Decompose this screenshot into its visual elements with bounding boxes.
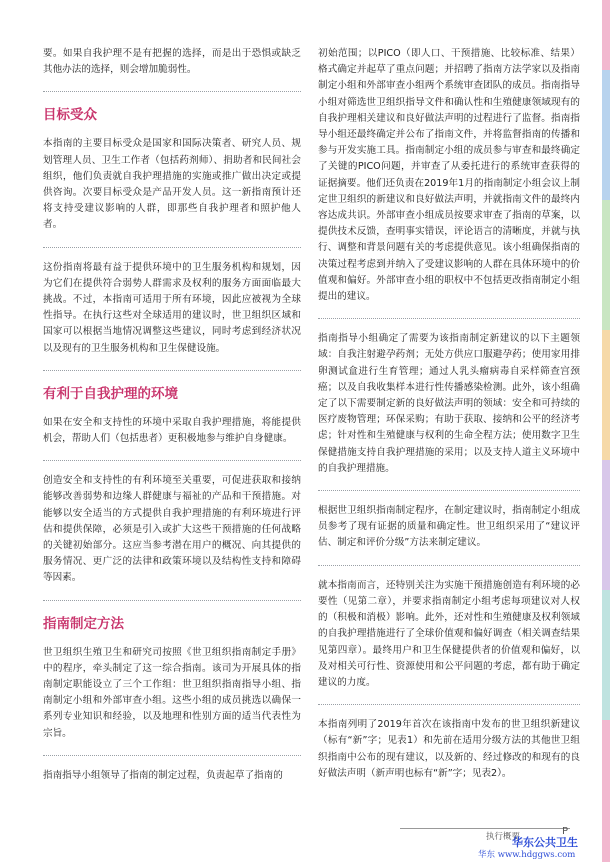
divider <box>43 247 301 248</box>
divider <box>43 755 301 756</box>
divider <box>318 565 580 566</box>
watermark-title: 华东公共卫生 <box>512 836 578 849</box>
paragraph: 根据世卫组织指南制定程序，在制定建议时，指南制定小组成员参考了现有证据的质量和确定性。世卫组织采用了“建议评估、制定和评价分级”方法来制定建议。 <box>318 505 580 549</box>
page-number: P <box>562 826 569 837</box>
edge-tab-teal <box>602 590 610 720</box>
left-column <box>43 46 301 797</box>
paragraph: 本指南的主要目标受众是国家和国际决策者、研究人员、规划管理人员、卫生工作者（包括药剂师）、捐助者和民间社会组织，他们负责就自我护理措施的实施或推广做出决定或提供咨询。次要目标受众是产品开发人员。这一新指南预计还将支持受建议影响的人群，即那些自我护理者和照护他人者。 <box>43 138 301 231</box>
edge-tab-purple <box>602 460 610 590</box>
divider <box>318 490 580 491</box>
edge-tab-orange <box>602 330 610 460</box>
paragraph: 指南指导小组领导了指南的制定过程，负责起草了指南的 <box>43 769 283 781</box>
paragraph: 如果在安全和支持性的环境中采取自我护理措施，将能提供机会，帮助人们（包括患者）更积极地参与维护自身健康。 <box>43 416 301 445</box>
footer-label: 执行概要 <box>486 832 521 842</box>
edge-tab-green <box>602 200 610 330</box>
paragraph: 初始范围；以PICO（即人口、干预措施、比较标准、结果）格式确定并起草了重点问题；并招聘了指南方法学家以及指南制定小组和外部审查小组两个系统审查团队的成员。指南指导小组对筛选世卫组织指导文件和确认性和生殖健康领域现有的自我护理相关建议和良好做法声明的过程进行了监督。指南指导小组还最终确定并公布了指南文件，并将监督指南的传播和参与开发实施工具。指南制定小组的成员参与审查和最终确定了关键的PICO问题，并审查了从委托进行的系统审查获得的证据摘要。他们还负责在2019年1月的指南制定小组会议上制定世卫组织的新建议和良好做法声明，并就指南文件的最终内容达成共识。外部审查小组成员按要求审查了指南的草案，以提供技术反馈，查明事实错误，评论语言的清晰度，并就与执行、调整和背景问题有关的考虑提供意见。该小组确保指南的决策过程考虑到并纳入了受建议影响的人群在具体环境中的价值观和偏好。外部审查小组的职权中不包括更改指南制定小组提出的建议。 <box>318 48 580 303</box>
divider <box>43 370 301 371</box>
paragraph: 就本指南而言，还特别关注为实施干预措施创造有利环境的必要性（见第二章），并要求指南制定小组考虑每项建议对人权的（积极和消极）影响。此外，还对性和生殖健康及权利领域的自我护理措施进行了全球价值观和偏好调查（相关调查结果见第四章）。最终用户和卫生保健提供者的价值观和偏好，以及对相关可行性、资源使用和公平问题的考虑，都有助于确定建议的力度。 <box>318 579 580 688</box>
watermark-url: 华东 www.hdggws.com <box>478 850 576 860</box>
edge-tab-blue <box>602 70 610 200</box>
paragraph: 世卫组织生殖卫生和研究司按照《世卫组织指南制定手册》中的程序，牵头制定了这一综合指南。该司为开展具体的指南制定职能设立了三个工作组：世卫组织指南指导小组、指南制定小组和外部审查小组。这些小组的成员挑选以确保一系列专业知识和经验，以及地理和性别方面的适当代表性为宗旨。 <box>43 646 301 739</box>
divider <box>43 91 301 92</box>
paragraph: 指南指导小组确定了需要为该指南制定新建议的以下主题领域：自我注射避孕药剂；无处方供应口服避孕药；使用家用排卵测试盒进行生育管理；通过人乳头瘤病毒自采样筛查宫颈癌；以及自我收集样本进行性传播感染检测。此外，该小组确定了以下需要制定新的良好做法声明的领域：安全和可持续的医疗废物管理；环保采购；有助于获取、接纳和公平的经济考虑；针对性和生殖健康与权利的生命全程方法；使用数字卫生保健措施支持自我护理措施的采用；以及支持人道主义环境中的自我护理措施。 <box>318 333 580 474</box>
section-heading-methods: 指南制定方法 <box>43 615 124 632</box>
divider <box>43 460 301 461</box>
edge-tab-pink <box>602 0 610 70</box>
edge-tab-pink-2 <box>602 720 610 862</box>
divider <box>318 318 580 319</box>
paragraph: 要。如果自我护理不是有把握的选择，而是出于恐惧或缺乏其他办法的选择，则会增加脆弱性。 <box>43 48 301 76</box>
paragraph: 本指南列明了2019年首次在该指南中发布的世卫组织新建议（标有“新”字；见表1）和先前在适用分级方法的其他世卫组织指南中公布的现有建议，以及新的、经过修改的和现有的良好做法声明（新声明也标有“新”字；见表2）。 <box>318 719 580 779</box>
footer-rule <box>400 828 570 829</box>
divider <box>43 600 301 601</box>
paragraph: 创造安全和支持性的有利环境至关重要，可促进获取和接纳能够改善弱势和边缘人群健康与福祉的产品和干预措施。对能够以安全适当的方式提供自我护理措施的有利环境进行评估和提供保障，必须是引入或扩大这些干预措施的任何战略的关键初始部分。这应当参考潜在用户的概况、向其提供的服务情况、更广泛的法律和政策环境以及结构性支持和障碍等因素。 <box>43 475 301 584</box>
paragraph: 这份指南将最有益于提供环境中的卫生服务机构和规划，因为它们在提供符合弱势人群需求及权利的服务方面面临最大挑战。不过，本指南可适用于所有环境，因此应被视为全球性指导。在执行这些对全球适用的建议时，世卫组织区域和国家可以根据当地情况调整这些建议，同时考虑到经济状况以及现有的卫生服务机构和卫生保健设施。 <box>43 261 301 354</box>
section-heading-target-audience: 目标受众 <box>43 107 97 124</box>
divider <box>318 704 580 705</box>
section-heading-enabling-environment: 有利于自我护理的环境 <box>43 385 178 402</box>
right-column <box>318 46 580 795</box>
